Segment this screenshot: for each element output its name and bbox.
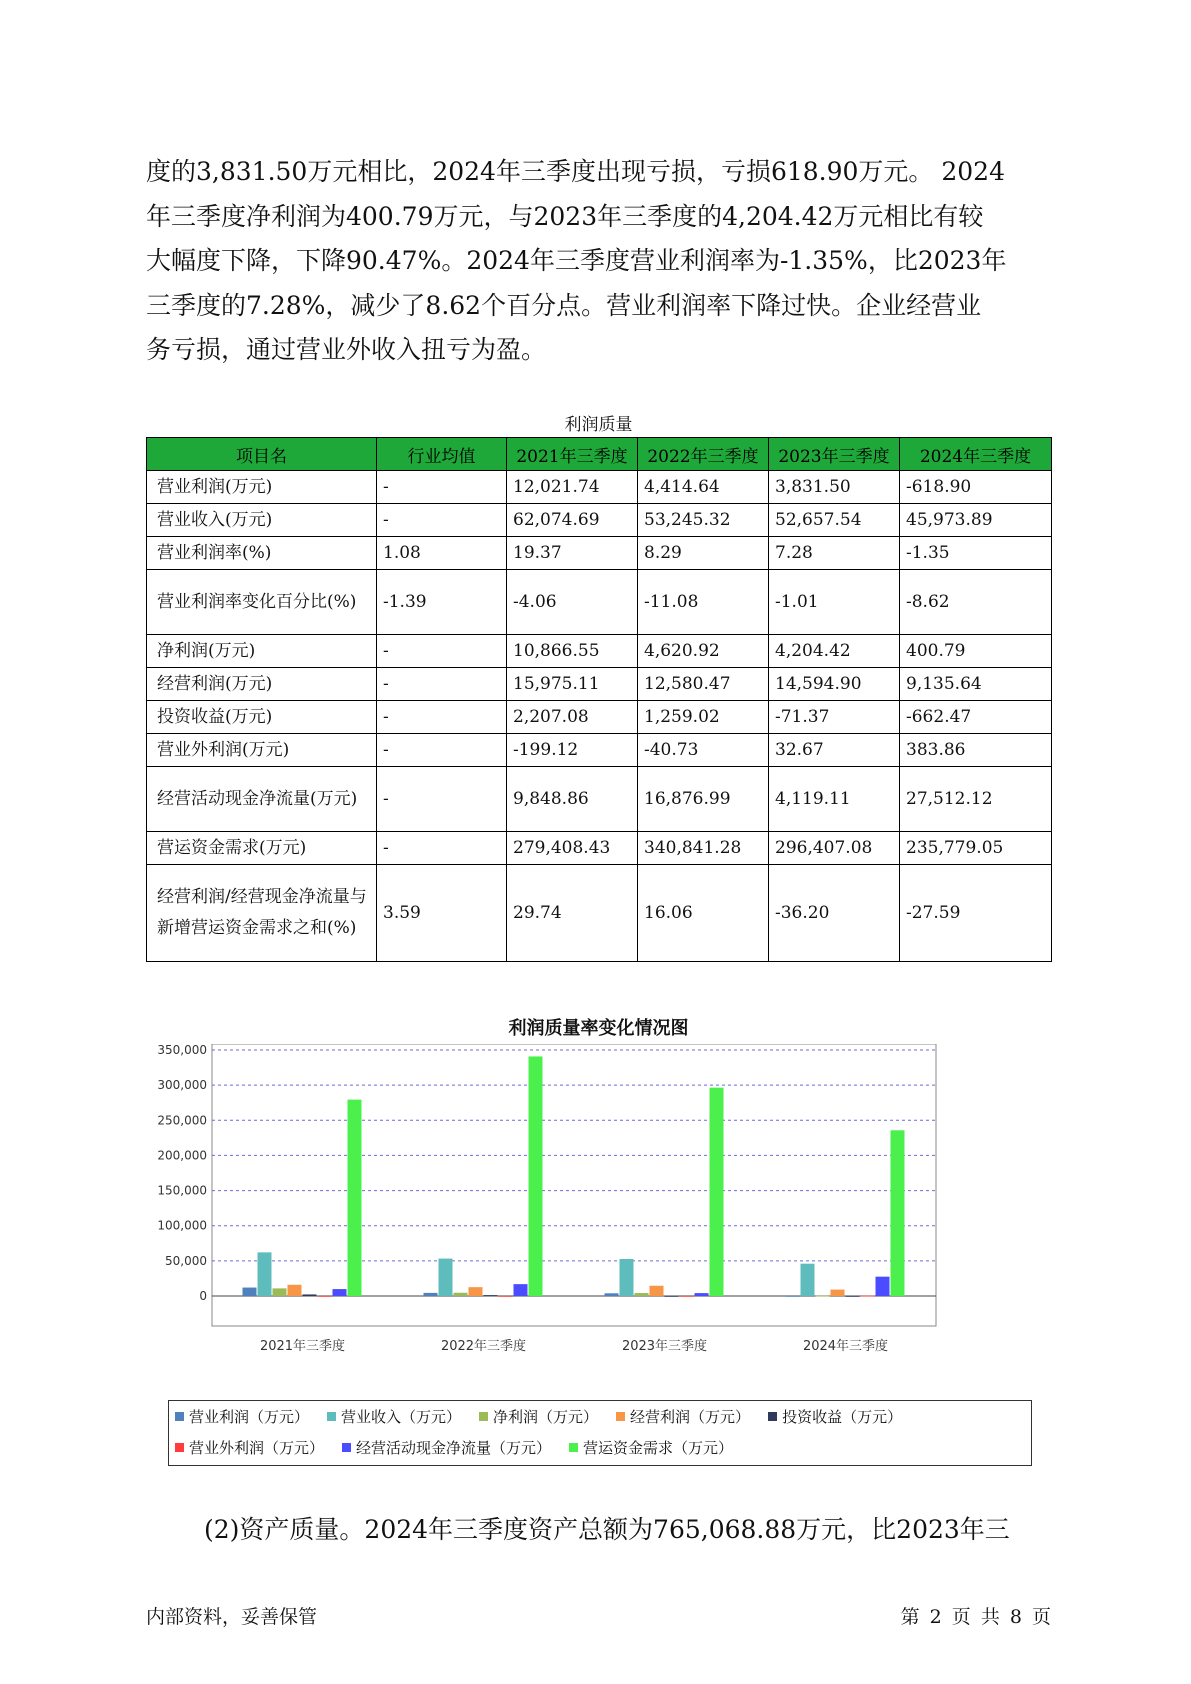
- bar: [243, 1288, 257, 1296]
- y-tick-label: 250,000: [157, 1113, 207, 1128]
- table-cell: 3,831.50: [769, 471, 900, 504]
- table-cell: -: [377, 668, 507, 701]
- table-header-row: [147, 438, 1052, 471]
- table-cell: -199.12: [507, 734, 638, 767]
- table-cell: 53,245.32: [638, 504, 769, 537]
- legend-entry: [175, 1406, 309, 1427]
- table-cell: -: [377, 767, 507, 832]
- intro-line: 度的3,831.50万元相比，2024年三季度出现亏损，亏损618.90万元。 2024: [146, 157, 1005, 186]
- table-cell: 52,657.54: [769, 504, 900, 537]
- row-item-name: 营业外利润(万元): [147, 734, 377, 767]
- table-cell: -40.73: [638, 734, 769, 767]
- bar: [665, 1296, 679, 1297]
- bar: [454, 1293, 468, 1296]
- table-cell: -: [377, 635, 507, 668]
- header-2023q3: 2023年三季度: [769, 438, 900, 471]
- profit-quality-table: [146, 437, 1052, 962]
- chart-legend: [168, 1400, 1032, 1466]
- table-body: [147, 471, 1052, 962]
- bar: [288, 1285, 302, 1296]
- x-tick-label: 2022年三季度: [440, 1339, 527, 1354]
- legend-swatch: [175, 1443, 184, 1452]
- bar: [710, 1088, 724, 1296]
- legend-swatch: [616, 1412, 625, 1421]
- legend-entry: [479, 1406, 598, 1427]
- table-cell: 2,207.08: [507, 701, 638, 734]
- legend-swatch: [768, 1412, 777, 1421]
- table-cell: 4,204.42: [769, 635, 900, 668]
- table-cell: 7.28: [769, 537, 900, 570]
- table-row: [147, 701, 1052, 734]
- bar: [333, 1289, 347, 1296]
- row-item-name: 净利润(万元): [147, 635, 377, 668]
- table-cell: 15,975.11: [507, 668, 638, 701]
- legend-label: 经营活动现金净流量（万元）: [356, 1439, 552, 1457]
- table-cell: 383.86: [900, 734, 1052, 767]
- row-item-name: 营业收入(万元): [147, 504, 377, 537]
- row-item-name: 经营利润(万元): [147, 668, 377, 701]
- table-cell: 16.06: [638, 865, 769, 962]
- table-cell: 279,408.43: [507, 832, 638, 865]
- table-cell: 4,119.11: [769, 767, 900, 832]
- footer-confidential-note: 内部资料，妥善保管: [146, 1606, 318, 1628]
- row-item-name: 投资收益(万元): [147, 701, 377, 734]
- table-cell: 4,414.64: [638, 471, 769, 504]
- y-tick-label: 200,000: [157, 1148, 207, 1163]
- legend-swatch: [479, 1412, 488, 1421]
- table-cell: -71.37: [769, 701, 900, 734]
- header-2022q3: 2022年三季度: [638, 438, 769, 471]
- header-2024q3: 2024年三季度: [900, 438, 1052, 471]
- legend-entry: [327, 1406, 461, 1427]
- chart-title: 利润质量率变化情况图: [508, 1018, 689, 1039]
- table-row: [147, 767, 1052, 832]
- bar: [861, 1296, 875, 1297]
- table-cell: -8.62: [900, 570, 1052, 635]
- y-tick-label: 150,000: [157, 1183, 207, 1198]
- table-row: [147, 832, 1052, 865]
- bar: [816, 1296, 830, 1297]
- legend-swatch: [327, 1412, 336, 1421]
- table-cell: 340,841.28: [638, 832, 769, 865]
- bar: [273, 1288, 287, 1296]
- table-cell: -36.20: [769, 865, 900, 962]
- table-cell: 27,512.12: [900, 767, 1052, 832]
- table-cell: -: [377, 471, 507, 504]
- legend-entry: [616, 1406, 750, 1427]
- intro-line: 务亏损，通过营业外收入扭亏为盈。: [146, 335, 547, 364]
- bar: [876, 1277, 890, 1296]
- legend-label: 营业外利润（万元）: [189, 1439, 325, 1457]
- table-cell: -4.06: [507, 570, 638, 635]
- table-row: [147, 537, 1052, 570]
- legend-swatch: [342, 1443, 351, 1452]
- legend-label: 投资收益（万元）: [782, 1408, 903, 1426]
- intro-line: 年三季度净利润为400.79万元，与2023年三季度的4,204.42万元相比有较: [146, 201, 984, 231]
- table-cell: -618.90: [900, 471, 1052, 504]
- row-item-name: 营业利润率变化百分比(%): [147, 570, 377, 635]
- table-caption: 利润质量: [564, 415, 633, 435]
- table-cell: 19.37: [507, 537, 638, 570]
- asset-quality-paragraph: (2)资产质量。2024年三季度资产总额为765,068.88万元，比2023年三: [204, 1515, 1010, 1544]
- table-cell: -11.08: [638, 570, 769, 635]
- table-cell: -: [377, 832, 507, 865]
- table-cell: -662.47: [900, 701, 1052, 734]
- bar: [424, 1293, 438, 1296]
- legend-label: 营业收入（万元）: [341, 1408, 462, 1426]
- table-cell: -: [377, 734, 507, 767]
- table-cell: 9,135.64: [900, 668, 1052, 701]
- header-2021q3: 2021年三季度: [507, 438, 638, 471]
- table-cell: 12,021.74: [507, 471, 638, 504]
- row-item-name: 经营活动现金净流量(万元): [147, 767, 377, 832]
- table-row: [147, 471, 1052, 504]
- bar: [620, 1259, 634, 1296]
- x-tick-label: 2024年三季度: [802, 1339, 889, 1354]
- table-cell: 29.74: [507, 865, 638, 962]
- table-row: [147, 504, 1052, 537]
- bar: [529, 1056, 543, 1296]
- table-cell: 400.79: [900, 635, 1052, 668]
- table-cell: 12,580.47: [638, 668, 769, 701]
- legend-entry: [175, 1437, 324, 1458]
- bar: [786, 1296, 800, 1297]
- y-tick-label: 300,000: [157, 1078, 207, 1093]
- table-cell: -27.59: [900, 865, 1052, 962]
- legend-label: 净利润（万元）: [493, 1408, 599, 1426]
- x-tick-label: 2023年三季度: [621, 1339, 708, 1354]
- bar: [801, 1264, 815, 1296]
- table-cell: -1.01: [769, 570, 900, 635]
- table-cell: -: [377, 701, 507, 734]
- bar: [348, 1100, 362, 1296]
- table-cell: 14,594.90: [769, 668, 900, 701]
- header-item-name: 项目名: [147, 438, 377, 471]
- legend-row: [169, 1401, 1031, 1432]
- row-item-name: 营业利润率(%): [147, 537, 377, 570]
- intro-line: 大幅度下降，下降90.47%。2024年三季度营业利润率为-1.35%，比2023年: [146, 246, 1007, 275]
- bar: [635, 1293, 649, 1296]
- bar: [258, 1252, 272, 1296]
- table-cell: 9,848.86: [507, 767, 638, 832]
- bar: [680, 1296, 694, 1297]
- bar: [499, 1296, 513, 1297]
- bar: [650, 1286, 664, 1296]
- row-item-name: 营业利润(万元): [147, 471, 377, 504]
- legend-label: 经营利润（万元）: [630, 1408, 751, 1426]
- table-cell: 4,620.92: [638, 635, 769, 668]
- legend-row: [169, 1432, 1031, 1463]
- y-tick-label: 350,000: [157, 1044, 207, 1057]
- footer-page-number: 第 2 页 共 8 页: [900, 1606, 1051, 1628]
- table-row: [147, 570, 1052, 635]
- legend-label: 营运资金需求（万元）: [583, 1439, 734, 1457]
- bar: [831, 1290, 845, 1296]
- bar: [303, 1294, 317, 1296]
- table-cell: 45,973.89: [900, 504, 1052, 537]
- table-cell: 296,407.08: [769, 832, 900, 865]
- bar: [695, 1293, 709, 1296]
- table-cell: 16,876.99: [638, 767, 769, 832]
- chart-svg: [146, 1044, 1051, 1374]
- legend-swatch: [569, 1443, 578, 1452]
- bar: [318, 1296, 332, 1297]
- x-tick-label: 2021年三季度: [259, 1339, 346, 1354]
- table-cell: -: [377, 504, 507, 537]
- legend-entry: [569, 1437, 733, 1458]
- y-tick-label: 0: [199, 1289, 207, 1303]
- table-cell: 235,779.05: [900, 832, 1052, 865]
- table-cell: -1.35: [900, 537, 1052, 570]
- bar: [514, 1284, 528, 1296]
- plot-area: [212, 1044, 936, 1326]
- bar: [484, 1295, 498, 1296]
- table-cell: 1.08: [377, 537, 507, 570]
- intro-line: 三季度的7.28%，减少了8.62个百分点。营业利润率下降过快。企业经营业: [146, 290, 982, 320]
- header-industry-avg: 行业均值: [377, 438, 507, 471]
- y-tick-label: 100,000: [157, 1218, 207, 1233]
- table-cell: -1.39: [377, 570, 507, 635]
- table-row: [147, 635, 1052, 668]
- bar: [846, 1296, 860, 1297]
- table-row: [147, 734, 1052, 767]
- table-row: [147, 865, 1052, 962]
- legend-entry: [342, 1437, 551, 1458]
- profit-quality-chart: [146, 1014, 1051, 1464]
- bar: [891, 1130, 905, 1296]
- bar: [439, 1259, 453, 1296]
- bar: [605, 1293, 619, 1296]
- intro-paragraph: [146, 150, 1051, 373]
- row-item-name: 营运资金需求(万元): [147, 832, 377, 865]
- table-row: [147, 668, 1052, 701]
- table-cell: 1,259.02: [638, 701, 769, 734]
- legend-entry: [768, 1406, 902, 1427]
- table-cell: 10,866.55: [507, 635, 638, 668]
- table-cell: 62,074.69: [507, 504, 638, 537]
- table-cell: 32.67: [769, 734, 900, 767]
- y-tick-label: 50,000: [165, 1253, 207, 1268]
- table-cell: 3.59: [377, 865, 507, 962]
- legend-swatch: [175, 1412, 184, 1421]
- legend-label: 营业利润（万元）: [189, 1408, 310, 1426]
- bar: [469, 1287, 483, 1296]
- table-cell: 8.29: [638, 537, 769, 570]
- row-item-name: 经营利润/经营现金净流量与新增营运资金需求之和(%): [147, 865, 377, 962]
